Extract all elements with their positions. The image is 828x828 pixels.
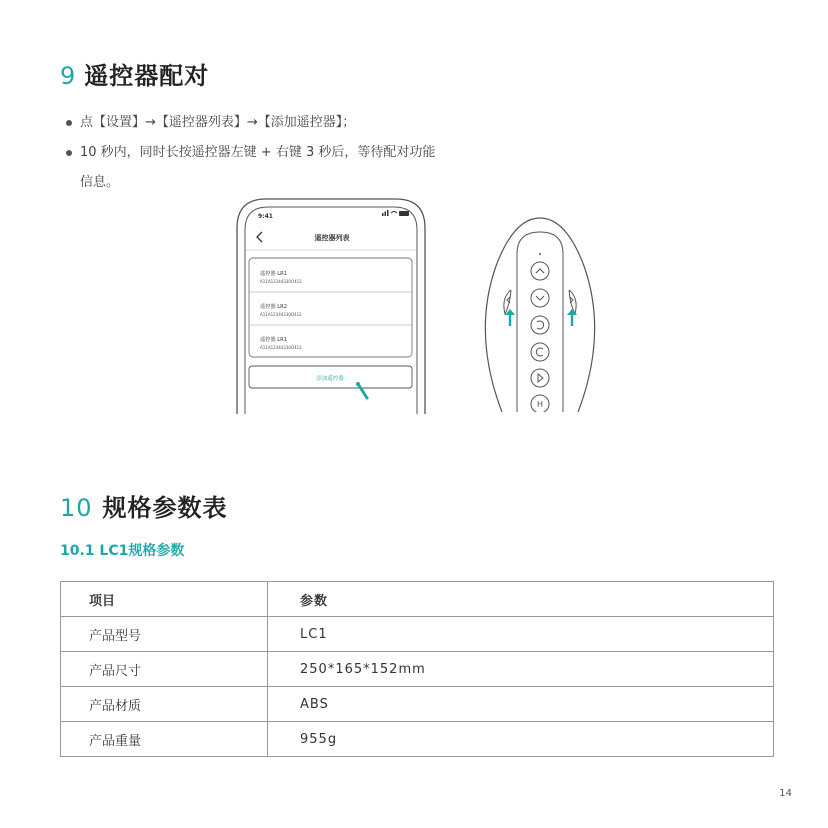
remote-button-c[interactable] <box>531 343 549 361</box>
status-icons <box>382 210 409 216</box>
table-row <box>61 652 774 687</box>
table-row <box>61 722 774 757</box>
instruction-item: 10 秒内，同时长按遥控器左键 + 右键 3 秒后，等待配对功能 <box>66 138 536 168</box>
add-remote-label: 添加遥控器 <box>316 376 344 382</box>
section-title: 规格参数表 <box>102 494 228 522</box>
table-cell: 955g <box>268 722 774 757</box>
remote-button-down[interactable] <box>531 289 549 307</box>
remote-button-rotate[interactable] <box>531 316 549 334</box>
table-cell: LC1 <box>268 617 774 652</box>
rotate-icon <box>537 321 544 329</box>
table-cell: 产品材质 <box>61 687 268 722</box>
remote-item-name[interactable]: 遥控器 LR2 <box>260 304 288 310</box>
table-cell: 产品尺寸 <box>61 652 268 687</box>
remote-button-up[interactable] <box>531 262 549 280</box>
remote-item-code: A11A12344330O412 <box>260 279 302 284</box>
chevron-up-icon <box>536 269 544 273</box>
remote-item-name[interactable]: 遥控器 LR1 <box>260 271 288 277</box>
remote-button-h[interactable] <box>531 395 549 412</box>
play-icon <box>538 374 543 382</box>
chevron-left-icon[interactable] <box>257 232 262 242</box>
instruction-item: 点【设置】→【遥控器列表】→【添加遥控器】； <box>66 108 536 138</box>
remote-item-code: A11A12344330O412 <box>260 312 302 317</box>
screen-title: 遥控器列表 <box>314 234 350 242</box>
chevron-down-icon <box>536 296 544 300</box>
remote-button-h-label: H <box>536 400 544 409</box>
column-header: 参数 <box>268 582 774 617</box>
section-number: 9 <box>60 62 77 90</box>
spec-table <box>60 581 774 757</box>
status-time: 9:41 <box>258 213 273 220</box>
column-header: 项目 <box>61 582 268 617</box>
section-title: 遥控器配对 <box>84 62 210 90</box>
table-cell: 产品重量 <box>61 722 268 757</box>
instruction-continuation: 信息。 <box>80 175 120 190</box>
section-number: 10 <box>60 494 93 522</box>
remote-item-code: A11A12344330O412 <box>260 345 302 350</box>
table-cell: 250*165*152mm <box>268 652 774 687</box>
tap-pointer-icon <box>356 382 367 398</box>
table-cell: 产品型号 <box>61 617 268 652</box>
section-9-heading <box>60 56 209 91</box>
remote-illustration <box>484 214 596 412</box>
circle-c-icon <box>536 348 543 356</box>
table-cell: ABS <box>268 687 774 722</box>
table-row <box>61 687 774 722</box>
phone-illustration <box>236 198 428 414</box>
table-row <box>61 617 774 652</box>
remote-button-play[interactable] <box>531 369 549 387</box>
page-number: 14 <box>779 788 792 799</box>
instruction-list <box>66 108 536 198</box>
remote-item-name[interactable]: 遥控器 LR1 <box>260 337 288 343</box>
subsection-heading: 10.1 LC1规格参数 <box>60 543 185 559</box>
section-10-heading <box>60 488 228 523</box>
table-header-row <box>61 582 774 617</box>
